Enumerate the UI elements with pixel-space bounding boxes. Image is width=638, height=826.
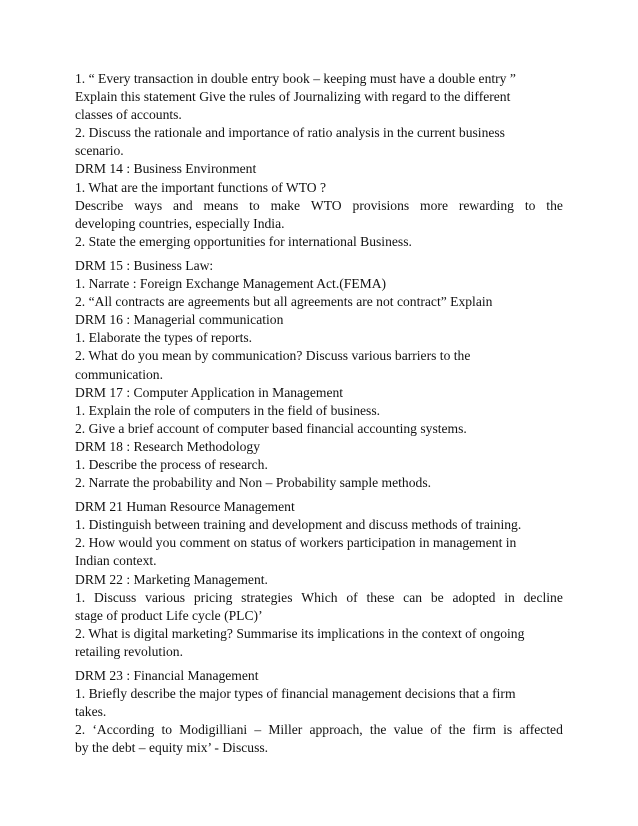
- word: to: [249, 197, 260, 213]
- word: affected: [519, 722, 563, 738]
- section-heading: DRM 23 : Financial Management: [75, 668, 259, 683]
- word: Miller: [268, 722, 303, 738]
- word: can: [403, 589, 423, 605]
- text-line: 2. How would you comment on status of workers participation in management in: [75, 535, 517, 551]
- word: the: [369, 722, 387, 738]
- word: means: [203, 197, 239, 213]
- word: of: [346, 589, 358, 605]
- word: ‘According: [92, 722, 155, 738]
- document-page: [75, 70, 563, 757]
- text-line: 1. Elaborate the types of reports.: [75, 330, 253, 346]
- word: ways: [134, 197, 163, 213]
- word: –: [254, 722, 262, 738]
- word: WTO: [310, 197, 342, 213]
- text-line: 1. Describe the process of research.: [75, 456, 268, 472]
- word: pricing: [193, 589, 233, 605]
- text-line: 1. What are the important functions of WTO ?: [75, 179, 327, 195]
- word: more: [420, 197, 448, 213]
- word: various: [145, 589, 186, 605]
- word: Discuss: [93, 589, 137, 605]
- word: to: [524, 197, 536, 213]
- word: in: [504, 589, 515, 605]
- text-line: 1. Distinguish between training and development and discuss methods of training.: [75, 517, 522, 533]
- text-line: 2. State the emerging opportunities for international Business.: [75, 233, 412, 249]
- word: these: [366, 589, 395, 605]
- word: is: [503, 722, 513, 738]
- word: and: [173, 197, 193, 213]
- word: approach,: [309, 722, 363, 738]
- word: provisions: [352, 197, 410, 213]
- text-line: takes.: [75, 704, 107, 720]
- word: 2.: [75, 722, 86, 738]
- text-line: by the debt – equity mix’ - Discuss.: [75, 740, 269, 756]
- word: Describe: [75, 197, 124, 213]
- word: rewarding: [458, 197, 514, 213]
- word: firm: [472, 722, 496, 738]
- word: decline: [523, 589, 563, 605]
- section-heading: DRM 16 : Managerial communication: [75, 312, 284, 328]
- section-heading: DRM 18 : Research Methodology: [75, 438, 261, 454]
- text-line: classes of accounts.: [75, 107, 182, 123]
- word: of: [430, 722, 442, 738]
- text-line: 1. “ Every transaction in double entry book – keeping must have a double entry ”: [75, 71, 516, 86]
- text-line-justified: [75, 589, 563, 607]
- text-line: retailing revolution.: [75, 643, 183, 659]
- word: be: [430, 589, 444, 605]
- section-heading: DRM 21 Human Resource Management: [75, 499, 295, 515]
- text-line: 2. Give a brief account of computer based financial accounting systems.: [75, 420, 467, 436]
- word: value: [393, 722, 424, 738]
- section-heading: DRM 22 : Marketing Management.: [75, 571, 268, 587]
- text-line: developing countries, especially India.: [75, 215, 285, 231]
- text-line: 1. Briefly describe the major types of financial management decisions that a firm: [75, 686, 516, 702]
- text-line: communication.: [75, 366, 163, 382]
- section-heading: DRM 17 : Computer Application in Management: [75, 384, 344, 400]
- text-line: 2. What is digital marketing? Summarise its implications in the context of ongoing: [75, 625, 525, 641]
- word: make: [270, 197, 301, 213]
- word: the: [448, 722, 466, 738]
- text-line: 1. Explain the role of computers in the field of business.: [75, 402, 381, 418]
- text-line: 2. “All contracts are agreements but all agreements are not contract” Explain: [75, 294, 493, 310]
- word: the: [546, 197, 563, 213]
- text-line: 2. Discuss the rationale and importance of ratio analysis in the current business: [75, 125, 505, 141]
- text-line: stage of product Life cycle (PLC)’: [75, 607, 263, 623]
- word: to: [161, 722, 173, 738]
- text-line: 2. Narrate the probability and Non – Probability sample methods.: [75, 475, 432, 491]
- word: adopted: [452, 589, 496, 605]
- text-line-justified: [75, 721, 563, 739]
- text-line: Indian context.: [75, 553, 157, 569]
- text-line-justified: [75, 197, 563, 215]
- word: strategies: [241, 589, 293, 605]
- text-line: scenario.: [75, 143, 124, 159]
- word: Which: [301, 589, 338, 605]
- section-heading: DRM 15 : Business Law:: [75, 257, 214, 273]
- text-line: Explain this statement Give the rules of Journalizing with regard to the different: [75, 89, 511, 105]
- section-heading: DRM 14 : Business Environment: [75, 161, 257, 177]
- text-line: 2. What do you mean by communication? Discuss various barriers to the: [75, 348, 471, 364]
- text-line: 1. Narrate : Foreign Exchange Management Act.(FEMA): [75, 276, 387, 292]
- word: 1.: [75, 589, 86, 605]
- word: Modigilliani: [179, 722, 248, 738]
